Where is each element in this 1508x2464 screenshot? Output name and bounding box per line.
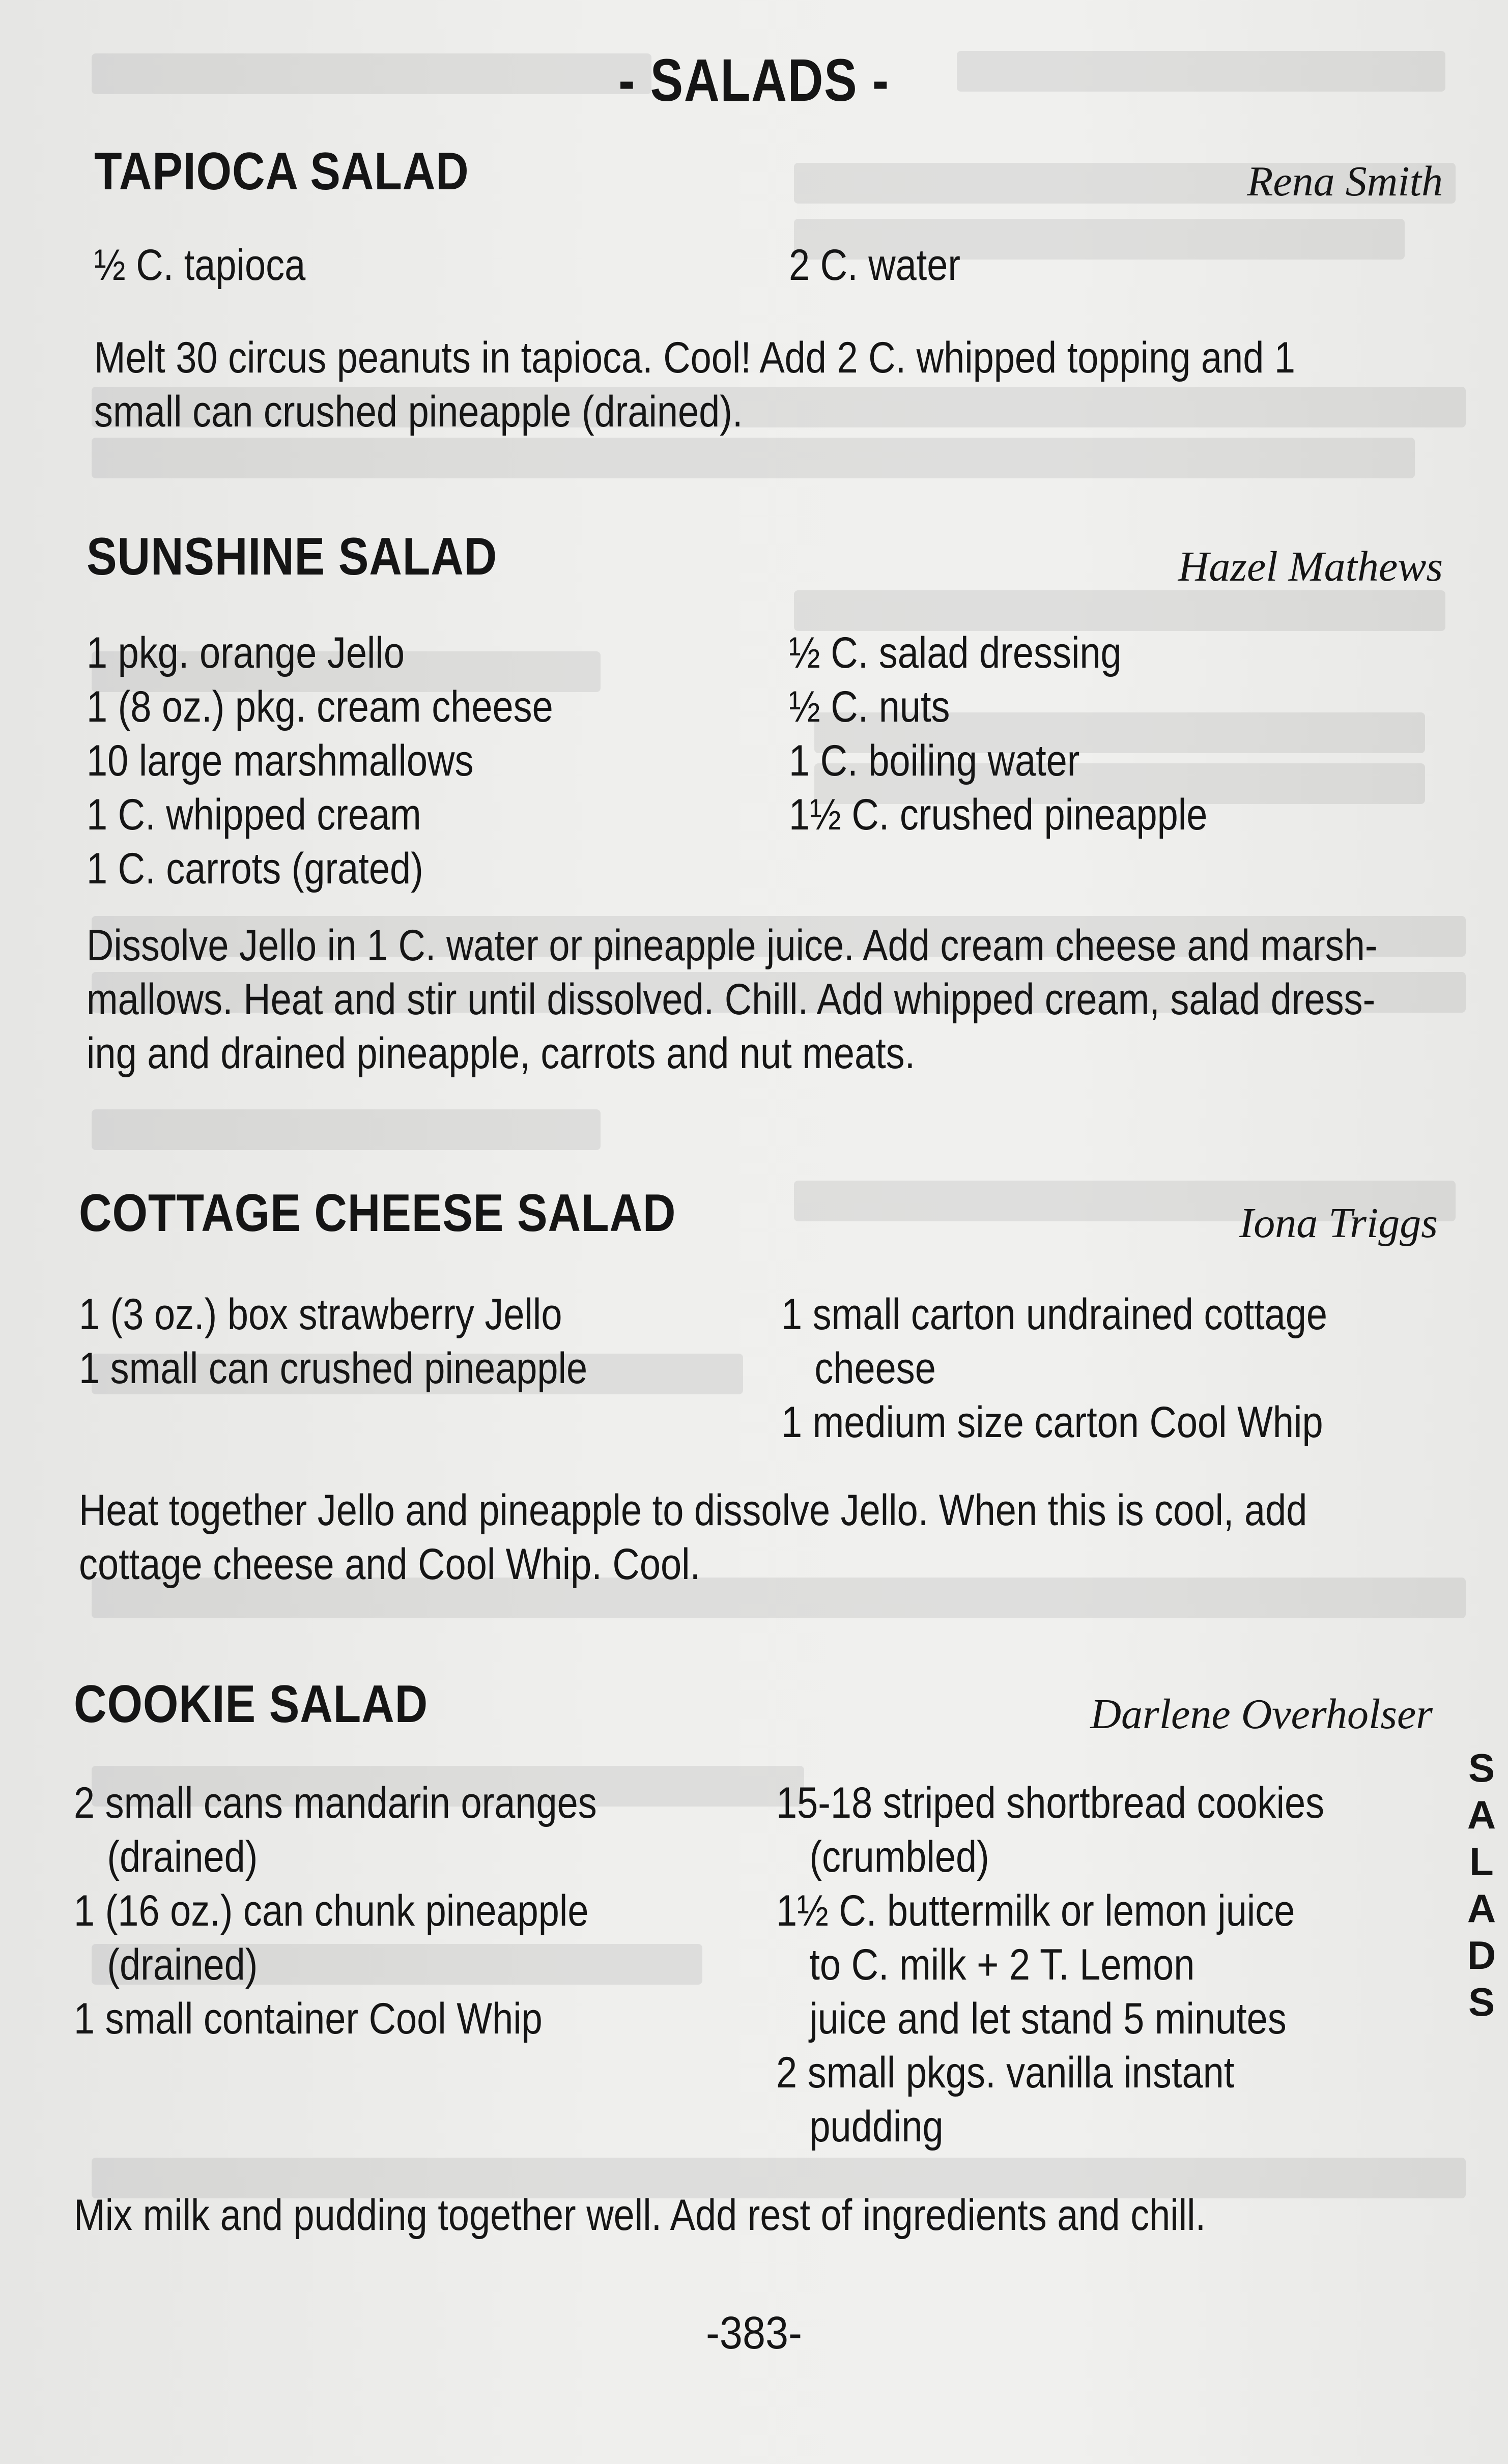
ingredient: 1 medium size carton Cool Whip <box>781 1398 1323 1447</box>
ingredient: 1 pkg. orange Jello <box>87 628 405 677</box>
ingredients-right <box>776 1776 1324 2154</box>
ingredients-left <box>79 1287 587 1395</box>
section-header: - SALADS - <box>618 47 890 114</box>
instruction-line: mallows. Heat and stir until dissolved. Chill. Add whipped cream, salad dress- <box>87 975 1376 1024</box>
recipe-title: TAPIOCA SALAD <box>94 142 469 201</box>
recipe-author: Rena Smith <box>1247 158 1443 205</box>
recipe-sunshine-salad <box>87 527 1443 1086</box>
ingredient: 2 C. water <box>789 241 961 290</box>
ingredient: 1 small carton undrained cottage <box>781 1290 1328 1339</box>
ingredients-right <box>781 1287 1327 1449</box>
recipe-title: COTTAGE CHEESE SALAD <box>79 1184 676 1243</box>
ingredient: pudding <box>809 2102 944 2151</box>
ingredients-right <box>789 626 1207 842</box>
recipe-instructions <box>87 919 1452 1080</box>
ingredient: 1 (8 oz.) pkg. cream cheese <box>87 682 553 731</box>
ingredient: ½ C. salad dressing <box>789 628 1122 677</box>
ingredient: ½ C. tapioca <box>94 241 306 290</box>
side-tab-letter: A <box>1467 1792 1496 1837</box>
ingredient: (drained) <box>107 1940 258 1989</box>
ingredient: 1 small container Cool Whip <box>74 1994 543 2043</box>
ingredient: 1 C. boiling water <box>789 736 1080 785</box>
instruction-line: ing and drained pineapple, carrots and nut meats. <box>87 1029 916 1078</box>
side-tab-letter: D <box>1467 1933 1496 1978</box>
recipe-tapioca-salad <box>94 141 1443 447</box>
recipe-title: COOKIE SALAD <box>74 1675 429 1734</box>
recipe-title: SUNSHINE SALAD <box>87 527 498 586</box>
recipe-instructions <box>94 331 1460 439</box>
side-tab-letter: S <box>1468 1745 1495 1790</box>
page-number: -383- <box>705 2308 803 2359</box>
instruction-line: small can crushed pineapple (drained). <box>94 387 743 436</box>
instruction-line: Heat together Jello and pineapple to dissolve Jello. When this is cool, add <box>79 1486 1307 1535</box>
ingredient: 1 (3 oz.) box strawberry Jello <box>79 1290 562 1339</box>
recipe-instructions <box>74 2188 1439 2242</box>
section-side-tab <box>1464 1744 1499 2025</box>
ingredient: 1 C. carrots (grated) <box>87 844 423 893</box>
ingredient: 1½ C. crushed pineapple <box>789 790 1208 839</box>
ingredient: 10 large marshmallows <box>87 736 474 785</box>
recipe-author: Hazel Mathews <box>1178 543 1443 590</box>
ingredient: 2 small pkgs. vanilla instant <box>776 2048 1235 2097</box>
ingredient: 1 (16 oz.) can chunk pineapple <box>74 1886 589 1935</box>
side-tab-letter: A <box>1467 1886 1496 1931</box>
recipe-cookie-salad <box>74 1674 1433 2265</box>
ingredients-right <box>789 238 960 292</box>
side-tab-letter: L <box>1469 1839 1494 1884</box>
ingredients-left <box>87 626 553 896</box>
ingredient: 1 small can crushed pineapple <box>79 1344 588 1393</box>
recipe-author: Iona Triggs <box>1239 1199 1438 1247</box>
ingredient: (crumbled) <box>809 1832 989 1881</box>
ingredients-left <box>74 1776 597 2046</box>
instruction-line: Dissolve Jello in 1 C. water or pineapple juice. Add cream cheese and marsh- <box>87 921 1378 970</box>
ingredient: 1 C. whipped cream <box>87 790 421 839</box>
instruction-line: cottage cheese and Cool Whip. Cool. <box>79 1540 701 1589</box>
ingredient: 2 small cans mandarin oranges <box>74 1779 597 1827</box>
ingredient: juice and let stand 5 minutes <box>809 1994 1287 2043</box>
ingredients-left <box>94 238 305 292</box>
instruction-line: Mix milk and pudding together well. Add rest of ingredients and chill. <box>74 2191 1206 2240</box>
recipe-author: Darlene Overholser <box>1090 1691 1433 1738</box>
recipe-instructions <box>79 1483 1444 1591</box>
ingredient: 1½ C. buttermilk or lemon juice <box>776 1886 1295 1935</box>
instruction-line: Melt 30 circus peanuts in tapioca. Cool! Add 2 C. whipped topping and 1 <box>94 333 1296 382</box>
ingredient: 15-18 striped shortbread cookies <box>776 1779 1325 1827</box>
side-tab-letter: S <box>1468 1980 1495 2024</box>
ingredient: ½ C. nuts <box>789 682 950 731</box>
ingredient: (drained) <box>107 1832 258 1881</box>
ingredient: to C. milk + 2 T. Lemon <box>809 1940 1195 1989</box>
ingredient: cheese <box>814 1344 936 1393</box>
recipe-cottage-cheese-salad <box>79 1183 1438 1616</box>
